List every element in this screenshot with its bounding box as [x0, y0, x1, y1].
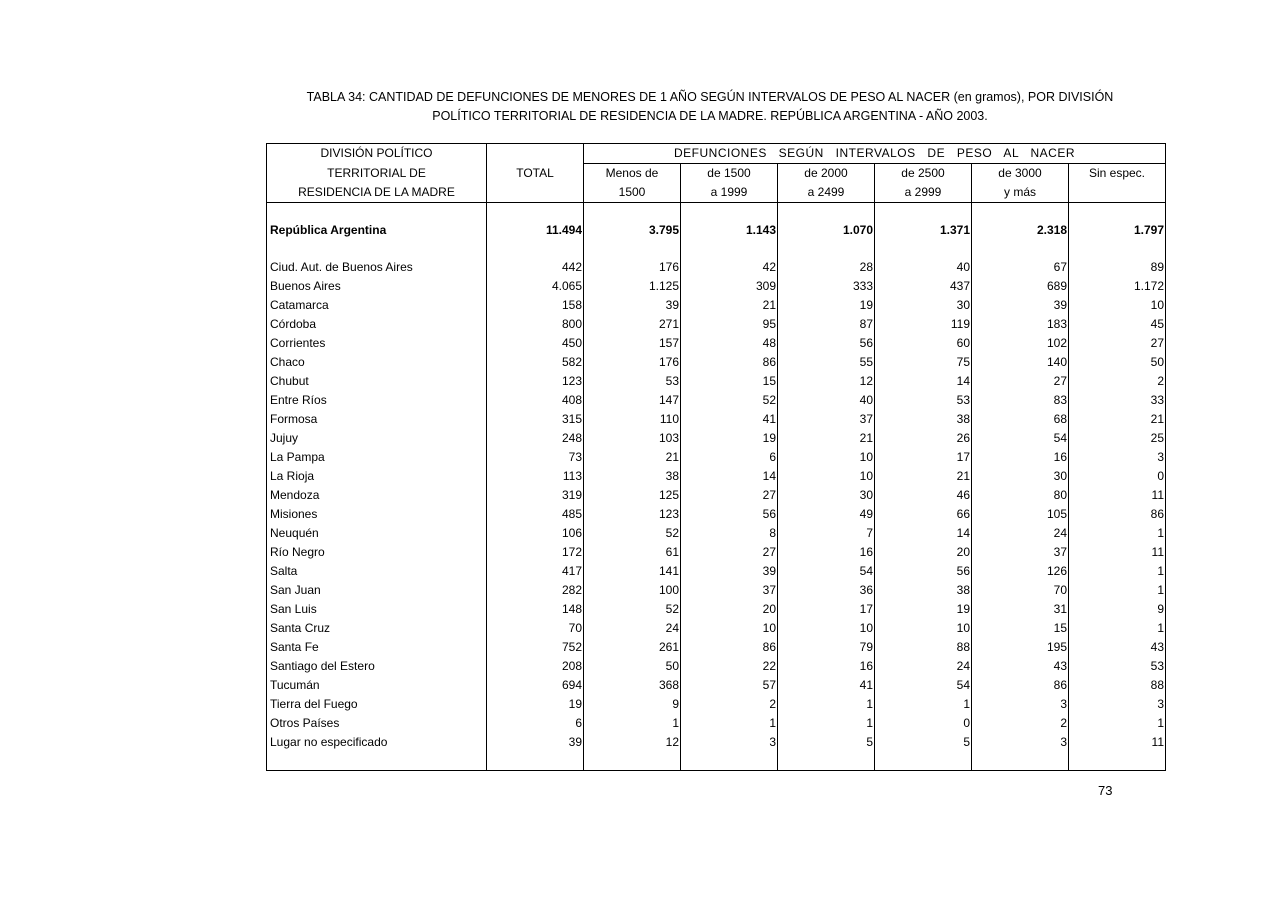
row-value: 2 — [972, 714, 1069, 733]
table-title — [266, 88, 1154, 126]
row-value: 183 — [972, 315, 1069, 334]
spacer-cell — [487, 203, 584, 222]
header-total: TOTAL — [487, 164, 584, 184]
spacer-cell — [584, 752, 681, 771]
row-label: Córdoba — [267, 315, 487, 334]
row-value: 106 — [487, 524, 584, 543]
row-value: 450 — [487, 334, 584, 353]
row-value: 68 — [972, 410, 1069, 429]
row-value: 6 — [681, 448, 778, 467]
row-value: 119 — [875, 315, 972, 334]
table-row — [267, 676, 1166, 695]
spacer-cell — [1069, 240, 1166, 258]
header-row-1 — [267, 144, 1166, 164]
table-row — [267, 486, 1166, 505]
row-value: 147 — [584, 391, 681, 410]
row-value: 88 — [875, 638, 972, 657]
row-value: 45 — [1069, 315, 1166, 334]
row-value: 582 — [487, 353, 584, 372]
header-col-6-l1: Sin espec. — [1069, 164, 1166, 184]
row-value: 102 — [972, 334, 1069, 353]
row-label: Santa Cruz — [267, 619, 487, 638]
row-value: 694 — [487, 676, 584, 695]
header-row-3 — [267, 183, 1166, 203]
table-title-line2: POLÍTICO TERRITORIAL DE RESIDENCIA DE LA MADRE. REPÚBLICA ARGENTINA - AÑO 2003. — [432, 109, 988, 123]
row-value: 36 — [778, 581, 875, 600]
table-row — [267, 353, 1166, 372]
row-value: 17 — [778, 600, 875, 619]
row-value: 261 — [584, 638, 681, 657]
spacer-cell — [1069, 752, 1166, 771]
row-label: La Rioja — [267, 467, 487, 486]
row-value: 0 — [875, 714, 972, 733]
row-value: 66 — [875, 505, 972, 524]
row-value: 148 — [487, 600, 584, 619]
table-row — [267, 733, 1166, 752]
row-value: 54 — [875, 676, 972, 695]
row-value: 103 — [584, 429, 681, 448]
total-row — [267, 221, 1166, 240]
header-col-6-l2 — [1069, 183, 1166, 203]
row-value: 40 — [875, 258, 972, 277]
table-row — [267, 638, 1166, 657]
row-value: 1.371 — [875, 221, 972, 240]
row-value: 1 — [1069, 714, 1166, 733]
row-label: Entre Ríos — [267, 391, 487, 410]
row-value: 10 — [681, 619, 778, 638]
row-label: Lugar no especificado — [267, 733, 487, 752]
row-value: 54 — [972, 429, 1069, 448]
row-label: Jujuy — [267, 429, 487, 448]
row-value: 40 — [778, 391, 875, 410]
row-value: 43 — [1069, 638, 1166, 657]
row-value: 100 — [584, 581, 681, 600]
row-value: 126 — [972, 562, 1069, 581]
row-value: 2 — [681, 695, 778, 714]
row-value: 52 — [584, 524, 681, 543]
row-value: 49 — [778, 505, 875, 524]
row-value: 57 — [681, 676, 778, 695]
row-value: 31 — [972, 600, 1069, 619]
row-value: 1 — [1069, 562, 1166, 581]
row-value: 24 — [875, 657, 972, 676]
spacer-cell — [681, 203, 778, 222]
row-label: San Luis — [267, 600, 487, 619]
row-value: 1 — [1069, 619, 1166, 638]
row-value: 208 — [487, 657, 584, 676]
row-value: 752 — [487, 638, 584, 657]
row-value: 41 — [681, 410, 778, 429]
row-value: 800 — [487, 315, 584, 334]
row-value: 21 — [584, 448, 681, 467]
row-value: 1.070 — [778, 221, 875, 240]
header-division-l1: DIVISIÓN POLÍTICO — [267, 144, 487, 164]
row-value: 8 — [681, 524, 778, 543]
row-value: 21 — [681, 296, 778, 315]
row-value: 1 — [778, 695, 875, 714]
spacer-cell — [681, 752, 778, 771]
row-value: 27 — [972, 372, 1069, 391]
row-value: 6 — [487, 714, 584, 733]
row-value: 75 — [875, 353, 972, 372]
table-row — [267, 524, 1166, 543]
header-col-5-l1: de 3000 — [972, 164, 1069, 184]
table-row — [267, 695, 1166, 714]
row-value: 27 — [1069, 334, 1166, 353]
spacer-cell — [1069, 203, 1166, 222]
row-value: 16 — [972, 448, 1069, 467]
table-row — [267, 391, 1166, 410]
row-value: 30 — [778, 486, 875, 505]
row-label: Santiago del Estero — [267, 657, 487, 676]
row-value: 55 — [778, 353, 875, 372]
row-value: 95 — [681, 315, 778, 334]
row-value: 9 — [1069, 600, 1166, 619]
row-label: Mendoza — [267, 486, 487, 505]
row-value: 83 — [972, 391, 1069, 410]
row-value: 28 — [778, 258, 875, 277]
table-title-line1: TABLA 34: CANTIDAD DE DEFUNCIONES DE MENORES DE 1 AÑO SEGÚN INTERVALOS DE PESO AL NACER (en gramos), POR DIVISIÓN — [306, 90, 1114, 104]
row-value: 11.494 — [487, 221, 584, 240]
row-value: 56 — [875, 562, 972, 581]
row-value: 30 — [875, 296, 972, 315]
row-value: 19 — [681, 429, 778, 448]
row-value: 46 — [875, 486, 972, 505]
row-value: 88 — [1069, 676, 1166, 695]
row-value: 24 — [972, 524, 1069, 543]
header-col-4-l2: a 2999 — [875, 183, 972, 203]
row-value: 248 — [487, 429, 584, 448]
row-value: 86 — [681, 638, 778, 657]
row-value: 176 — [584, 258, 681, 277]
row-value: 50 — [1069, 353, 1166, 372]
row-value: 3.795 — [584, 221, 681, 240]
table-row — [267, 315, 1166, 334]
row-value: 89 — [1069, 258, 1166, 277]
row-value: 3 — [972, 733, 1069, 752]
row-label: República Argentina — [267, 221, 487, 240]
row-value: 86 — [681, 353, 778, 372]
row-value: 110 — [584, 410, 681, 429]
header-span: DEFUNCIONES SEGÚN INTERVALOS DE PESO AL NACER — [584, 144, 1166, 164]
row-value: 368 — [584, 676, 681, 695]
row-value: 38 — [875, 581, 972, 600]
row-value: 14 — [875, 524, 972, 543]
row-value: 15 — [681, 372, 778, 391]
row-value: 11 — [1069, 486, 1166, 505]
row-value: 157 — [584, 334, 681, 353]
table-row — [267, 505, 1166, 524]
row-label: Chubut — [267, 372, 487, 391]
row-value: 485 — [487, 505, 584, 524]
row-value: 408 — [487, 391, 584, 410]
row-value: 56 — [681, 505, 778, 524]
row-value: 9 — [584, 695, 681, 714]
row-value: 52 — [681, 391, 778, 410]
header-total-blank-2 — [487, 183, 584, 203]
row-value: 15 — [972, 619, 1069, 638]
row-value: 1.125 — [584, 277, 681, 296]
header-col-5-l2: y más — [972, 183, 1069, 203]
table-row — [267, 581, 1166, 600]
row-value: 1 — [1069, 524, 1166, 543]
row-value: 27 — [681, 486, 778, 505]
row-value: 3 — [681, 733, 778, 752]
row-value: 123 — [487, 372, 584, 391]
row-value: 50 — [584, 657, 681, 676]
row-value: 86 — [972, 676, 1069, 695]
spacer-cell — [487, 240, 584, 258]
row-value: 30 — [972, 467, 1069, 486]
row-value: 123 — [584, 505, 681, 524]
table-row — [267, 619, 1166, 638]
row-value: 1.797 — [1069, 221, 1166, 240]
spacer-label-cell — [267, 240, 487, 258]
table-row — [267, 600, 1166, 619]
row-value: 12 — [584, 733, 681, 752]
row-value: 11 — [1069, 543, 1166, 562]
row-value: 21 — [1069, 410, 1166, 429]
header-col-3-l2: a 2499 — [778, 183, 875, 203]
row-value: 20 — [681, 600, 778, 619]
row-value: 43 — [972, 657, 1069, 676]
row-label: Catamarca — [267, 296, 487, 315]
row-value: 14 — [681, 467, 778, 486]
row-value: 22 — [681, 657, 778, 676]
row-value: 1 — [1069, 581, 1166, 600]
spacer-cell — [778, 240, 875, 258]
row-value: 19 — [778, 296, 875, 315]
table-row — [267, 277, 1166, 296]
row-value: 70 — [487, 619, 584, 638]
row-label: Neuquén — [267, 524, 487, 543]
row-value: 3 — [1069, 695, 1166, 714]
header-row-2 — [267, 164, 1166, 184]
header-col-2-l1: de 1500 — [681, 164, 778, 184]
row-value: 53 — [875, 391, 972, 410]
row-value: 437 — [875, 277, 972, 296]
row-value: 113 — [487, 467, 584, 486]
row-label: Santa Fe — [267, 638, 487, 657]
row-label: Salta — [267, 562, 487, 581]
row-value: 87 — [778, 315, 875, 334]
row-label: Formosa — [267, 410, 487, 429]
spacer-cell — [487, 752, 584, 771]
row-label: Tierra del Fuego — [267, 695, 487, 714]
row-value: 176 — [584, 353, 681, 372]
spacer-cell — [875, 240, 972, 258]
row-value: 1 — [584, 714, 681, 733]
row-value: 125 — [584, 486, 681, 505]
row-value: 1 — [875, 695, 972, 714]
row-value: 10 — [1069, 296, 1166, 315]
row-value: 27 — [681, 543, 778, 562]
row-value: 309 — [681, 277, 778, 296]
row-value: 19 — [875, 600, 972, 619]
row-value: 2 — [1069, 372, 1166, 391]
header-division-l2: TERRITORIAL DE — [267, 164, 487, 184]
row-value: 1.143 — [681, 221, 778, 240]
spacer-cell — [681, 240, 778, 258]
header-division-l3: RESIDENCIA DE LA MADRE — [267, 183, 487, 203]
row-label: Misiones — [267, 505, 487, 524]
row-value: 53 — [584, 372, 681, 391]
row-label: Otros Países — [267, 714, 487, 733]
spacer-cell — [778, 752, 875, 771]
row-value: 271 — [584, 315, 681, 334]
row-value: 37 — [972, 543, 1069, 562]
row-value: 14 — [875, 372, 972, 391]
spacer-cell — [972, 240, 1069, 258]
header-col-4-l1: de 2500 — [875, 164, 972, 184]
row-label: La Pampa — [267, 448, 487, 467]
row-value: 19 — [487, 695, 584, 714]
row-value: 39 — [487, 733, 584, 752]
row-value: 442 — [487, 258, 584, 277]
row-value: 16 — [778, 543, 875, 562]
spacer-cell — [875, 752, 972, 771]
row-value: 10 — [778, 467, 875, 486]
table-row — [267, 448, 1166, 467]
row-value: 282 — [487, 581, 584, 600]
row-value: 26 — [875, 429, 972, 448]
table-row — [267, 410, 1166, 429]
row-value: 140 — [972, 353, 1069, 372]
header-total-blank — [487, 144, 584, 164]
row-value: 333 — [778, 277, 875, 296]
row-value: 37 — [681, 581, 778, 600]
row-label: Buenos Aires — [267, 277, 487, 296]
row-value: 38 — [875, 410, 972, 429]
table-row — [267, 334, 1166, 353]
row-value: 60 — [875, 334, 972, 353]
row-value: 315 — [487, 410, 584, 429]
spacer-cell — [584, 240, 681, 258]
row-value: 70 — [972, 581, 1069, 600]
header-col-3-l1: de 2000 — [778, 164, 875, 184]
row-value: 4.065 — [487, 277, 584, 296]
table-row — [267, 372, 1166, 391]
row-value: 79 — [778, 638, 875, 657]
header-col-2-l2: a 1999 — [681, 183, 778, 203]
row-value: 41 — [778, 676, 875, 695]
row-value: 54 — [778, 562, 875, 581]
table-row — [267, 258, 1166, 277]
header-col-1-l2: 1500 — [584, 183, 681, 203]
row-value: 20 — [875, 543, 972, 562]
row-label: Ciud. Aut. de Buenos Aires — [267, 258, 487, 277]
spacer-cell — [972, 203, 1069, 222]
row-value: 21 — [778, 429, 875, 448]
row-value: 172 — [487, 543, 584, 562]
row-value: 86 — [1069, 505, 1166, 524]
row-value: 10 — [875, 619, 972, 638]
row-value: 105 — [972, 505, 1069, 524]
table-row — [267, 657, 1166, 676]
spacer-row — [267, 240, 1166, 258]
page-number: 73 — [1098, 783, 1113, 798]
row-value: 2.318 — [972, 221, 1069, 240]
table-row — [267, 562, 1166, 581]
spacer-row-bottom — [267, 752, 1166, 771]
row-value: 42 — [681, 258, 778, 277]
row-value: 1 — [778, 714, 875, 733]
row-value: 73 — [487, 448, 584, 467]
row-value: 12 — [778, 372, 875, 391]
row-label: Tucumán — [267, 676, 487, 695]
row-value: 80 — [972, 486, 1069, 505]
row-value: 16 — [778, 657, 875, 676]
table-row — [267, 467, 1166, 486]
row-value: 33 — [1069, 391, 1166, 410]
spacer-cell — [584, 203, 681, 222]
row-label: San Juan — [267, 581, 487, 600]
table-row — [267, 429, 1166, 448]
row-value: 158 — [487, 296, 584, 315]
row-value: 25 — [1069, 429, 1166, 448]
row-value: 5 — [875, 733, 972, 752]
table-row — [267, 296, 1166, 315]
row-value: 141 — [584, 562, 681, 581]
row-value: 0 — [1069, 467, 1166, 486]
row-value: 11 — [1069, 733, 1166, 752]
row-value: 39 — [972, 296, 1069, 315]
row-value: 67 — [972, 258, 1069, 277]
row-value: 1.172 — [1069, 277, 1166, 296]
table-row — [267, 543, 1166, 562]
row-label: Corrientes — [267, 334, 487, 353]
spacer-cell — [778, 203, 875, 222]
deaths-table — [266, 143, 1166, 771]
row-value: 10 — [778, 448, 875, 467]
row-value: 39 — [681, 562, 778, 581]
row-value: 48 — [681, 334, 778, 353]
row-value: 195 — [972, 638, 1069, 657]
row-value: 3 — [972, 695, 1069, 714]
row-value: 319 — [487, 486, 584, 505]
row-value: 689 — [972, 277, 1069, 296]
row-value: 10 — [778, 619, 875, 638]
row-value: 24 — [584, 619, 681, 638]
spacer-label-cell — [267, 752, 487, 771]
row-value: 417 — [487, 562, 584, 581]
row-value: 53 — [1069, 657, 1166, 676]
row-label: Chaco — [267, 353, 487, 372]
spacer-label-cell — [267, 203, 487, 222]
spacer-row — [267, 203, 1166, 222]
row-value: 7 — [778, 524, 875, 543]
spacer-cell — [972, 752, 1069, 771]
row-value: 1 — [681, 714, 778, 733]
row-value: 3 — [1069, 448, 1166, 467]
row-value: 21 — [875, 467, 972, 486]
row-label: Río Negro — [267, 543, 487, 562]
row-value: 39 — [584, 296, 681, 315]
table-row — [267, 714, 1166, 733]
row-value: 17 — [875, 448, 972, 467]
header-col-1-l1: Menos de — [584, 164, 681, 184]
row-value: 52 — [584, 600, 681, 619]
row-value: 5 — [778, 733, 875, 752]
row-value: 56 — [778, 334, 875, 353]
row-value: 37 — [778, 410, 875, 429]
row-value: 61 — [584, 543, 681, 562]
row-value: 38 — [584, 467, 681, 486]
spacer-cell — [875, 203, 972, 222]
